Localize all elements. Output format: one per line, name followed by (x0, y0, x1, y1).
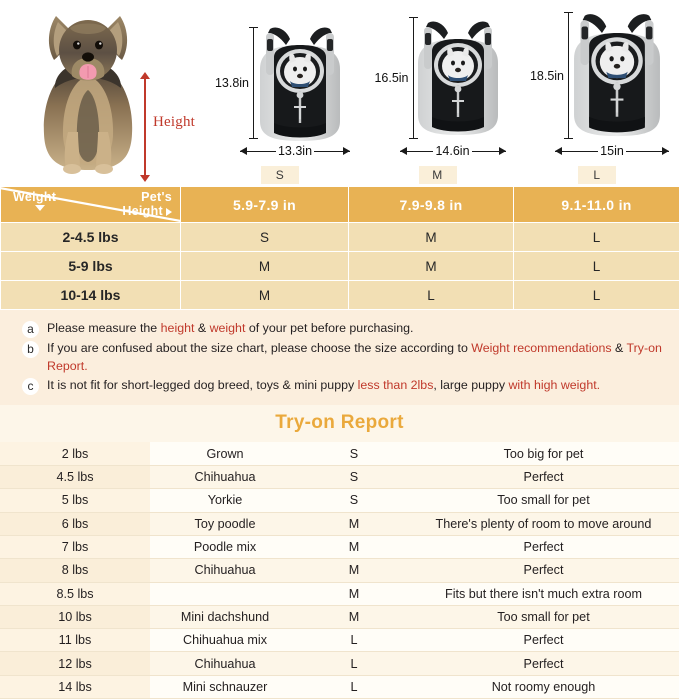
note-badge-a: a (22, 321, 39, 338)
note-highlight: height (161, 321, 195, 335)
note-text-b (47, 340, 665, 375)
size-chart-col-header-1: 5.9-7.9 in (181, 187, 349, 223)
note-plain: of your pet before purchasing. (245, 321, 413, 335)
note-highlight: less than 2lbs (358, 378, 434, 392)
note-plain: It is not fit for short-legged dog breed, toys & mini puppy (47, 378, 358, 392)
table-row (0, 675, 679, 698)
table-row (0, 605, 679, 628)
tryon-cell-comment: Perfect (408, 466, 679, 489)
tryon-cell-breed: Grown (150, 442, 300, 465)
variant-m-height-value: 16.5in (374, 71, 415, 85)
tryon-cell-breed: Mini dachshund (150, 605, 300, 628)
tryon-cell-size: S (300, 442, 408, 465)
tryon-cell-weight: 8.5 lbs (0, 582, 150, 605)
tryon-cell-comment: Perfect (408, 652, 679, 675)
table-row (0, 582, 679, 605)
tryon-cell-breed (150, 582, 300, 605)
table-row (0, 466, 679, 489)
note-text-a (47, 320, 413, 338)
tryon-cell-comment: Too small for pet (408, 489, 679, 512)
table-row (0, 489, 679, 512)
tryon-cell-comment: Perfect (408, 535, 679, 558)
tryon-cell-size: M (300, 512, 408, 535)
height-label: Height (153, 114, 195, 131)
size-chart-corner-cell (1, 187, 181, 223)
tryon-cell-breed: Mini schnauzer (150, 675, 300, 698)
tryon-report-table (0, 442, 679, 699)
tryon-cell-weight: 11 lbs (0, 629, 150, 652)
pet-backpack-image-l (559, 2, 675, 152)
table-row (0, 652, 679, 675)
note-highlight: Weight recommendations (471, 341, 611, 355)
tryon-cell-weight: 10 lbs (0, 605, 150, 628)
pet-backpack-image-m (404, 11, 512, 149)
product-variant-m (360, 0, 515, 186)
tryon-cell-breed: Chihuahua (150, 652, 300, 675)
size-chart-weight-axis-label: Weight (13, 191, 56, 211)
tryon-cell-breed: Yorkie (150, 489, 300, 512)
size-chart-row-weight: 2-4.5 lbs (1, 223, 181, 252)
tryon-cell-size: M (300, 605, 408, 628)
note-badge-c: c (22, 378, 39, 395)
tryon-cell-weight: 8 lbs (0, 559, 150, 582)
tryon-cell-breed: Toy poodle (150, 512, 300, 535)
tryon-cell-size: M (300, 559, 408, 582)
variant-m-width-value: 14.6in (433, 144, 471, 158)
size-chart-cell: M (181, 252, 349, 281)
tryon-cell-weight: 14 lbs (0, 675, 150, 698)
tryon-cell-weight: 7 lbs (0, 535, 150, 558)
variant-l-width-dimension (555, 143, 669, 159)
size-chart-cell: M (181, 281, 349, 310)
pet-backpack-image-s (246, 23, 354, 149)
tryon-cell-weight: 5 lbs (0, 489, 150, 512)
tryon-cell-comment: Too small for pet (408, 605, 679, 628)
table-row (1, 281, 679, 310)
tryon-cell-comment: There's plenty of room to move around (408, 512, 679, 535)
tryon-cell-size: L (300, 652, 408, 675)
size-chart-cell: L (514, 223, 679, 252)
note-plain: & (194, 321, 209, 335)
size-chart-col-header-2: 7.9-9.8 in (349, 187, 514, 223)
table-row (0, 629, 679, 652)
tryon-cell-size: S (300, 489, 408, 512)
tryon-cell-size: L (300, 675, 408, 698)
tryon-cell-comment: Perfect (408, 629, 679, 652)
size-chart-col-header-3: 9.1-11.0 in (514, 187, 679, 223)
tryon-cell-breed: Chihuahua mix (150, 629, 300, 652)
size-chart-table (0, 186, 679, 310)
note-item-a (0, 319, 679, 339)
tryon-report-body (0, 442, 679, 698)
size-chart-cell: M (349, 252, 514, 281)
tryon-cell-comment: Perfect (408, 559, 679, 582)
tryon-cell-breed: Poodle mix (150, 535, 300, 558)
table-row (0, 535, 679, 558)
tryon-cell-size: S (300, 466, 408, 489)
size-chart-body (1, 223, 679, 310)
variant-l-width-value: 15in (598, 144, 626, 158)
tryon-cell-weight: 6 lbs (0, 512, 150, 535)
note-highlight: Try-on Report. (47, 341, 662, 373)
triangle-down-icon (35, 205, 45, 211)
pet-height-measure-arrow (140, 78, 198, 176)
variant-m-width-dimension (400, 143, 506, 159)
size-chart-cell: L (514, 281, 679, 310)
tryon-cell-breed: Chihuahua (150, 466, 300, 489)
table-row (1, 252, 679, 281)
table-row (0, 442, 679, 465)
variant-s-width-value: 13.3in (276, 144, 314, 158)
variant-l-size-badge: L (578, 166, 616, 184)
variant-m-size-badge: M (419, 166, 457, 184)
tryon-report-section (0, 405, 679, 699)
tryon-cell-weight: 4.5 lbs (0, 466, 150, 489)
tryon-cell-comment: Too big for pet (408, 442, 679, 465)
variant-l-height-value: 18.5in (530, 69, 571, 83)
tryon-cell-weight: 2 lbs (0, 442, 150, 465)
note-plain: If you are confused about the size chart, please choose the size according to (47, 341, 471, 355)
note-plain: Please measure the (47, 321, 161, 335)
note-badge-b: b (22, 341, 39, 358)
note-highlight: weight (210, 321, 246, 335)
pet-height-reference-photo (0, 0, 200, 186)
size-chart-cell: L (349, 281, 514, 310)
size-chart-cell: S (181, 223, 349, 252)
size-chart-cell: L (514, 252, 679, 281)
product-image-strip (0, 0, 679, 186)
tryon-cell-weight: 12 lbs (0, 652, 150, 675)
tryon-cell-comment: Not roomy enough (408, 675, 679, 698)
table-row (0, 512, 679, 535)
size-chart-cell: M (349, 223, 514, 252)
tryon-cell-breed: Chihuahua (150, 559, 300, 582)
tryon-cell-size: M (300, 582, 408, 605)
table-row (1, 223, 679, 252)
yorkshire-terrier-illustration (18, 2, 158, 182)
variant-s-width-dimension (240, 143, 350, 159)
size-chart-row-weight: 5-9 lbs (1, 252, 181, 281)
size-chart-height-axis-label: Pet's Height (122, 190, 172, 218)
tryon-cell-size: L (300, 629, 408, 652)
note-plain: , large puppy (433, 378, 508, 392)
tryon-report-title: Try-on Report (0, 405, 679, 442)
product-variant-s (200, 0, 360, 186)
tryon-cell-size: M (300, 535, 408, 558)
product-variant-l (515, 0, 679, 186)
height-arrow-icon (144, 78, 146, 176)
triangle-right-icon (166, 208, 172, 216)
tryon-cell-comment: Fits but there isn't much extra room (408, 582, 679, 605)
table-row (0, 559, 679, 582)
size-chart-header-row (1, 187, 679, 223)
variant-s-height-value: 13.8in (215, 76, 256, 90)
note-text-c (47, 377, 600, 395)
note-plain: & (612, 341, 627, 355)
note-item-b (0, 339, 679, 376)
note-item-c (0, 376, 679, 396)
variant-s-size-badge: S (261, 166, 299, 184)
size-chart-row-weight: 10-14 lbs (1, 281, 181, 310)
purchase-notes-section (0, 310, 679, 405)
note-highlight: with high weight. (508, 378, 600, 392)
